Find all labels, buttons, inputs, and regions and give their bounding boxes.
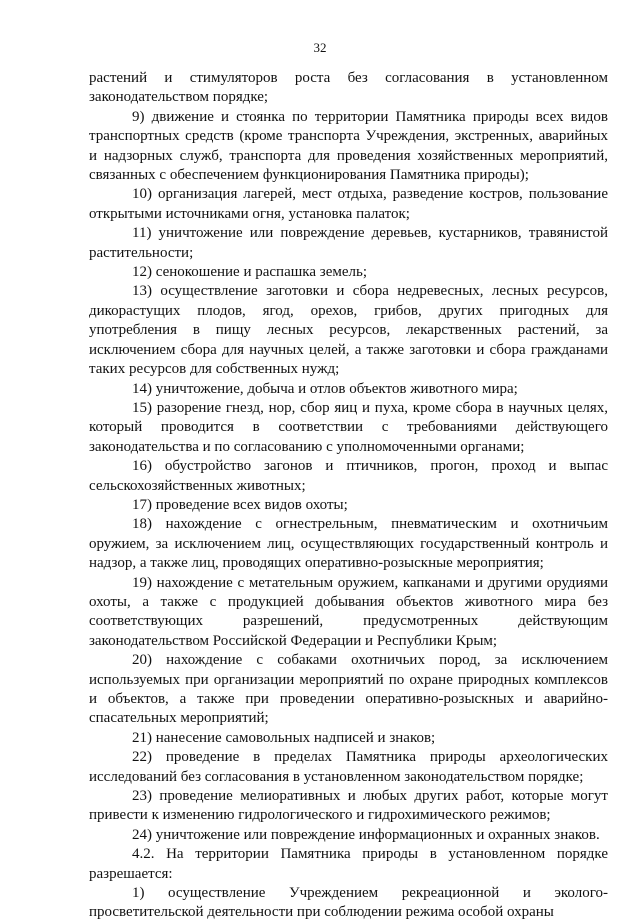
paragraph-item-20: 20) нахождение с собаками охотничьих пород, за исключением используемых при организации мероприятий по охране природных комплексов и объектов, а также при проведении оперативно-розыскных и аварийно-спасательных мероприятий; (89, 652, 608, 727)
paragraph-continuation: растений и стимуляторов роста без согласования в установленном законодательством порядке; (89, 70, 608, 106)
paragraph-item-11: 11) уничтожение или повреждение деревьев, кустарников, травянистой растительности; (89, 225, 608, 261)
document-body (89, 69, 608, 923)
paragraph-item-14: 14) уничтожение, добыча и отлов объектов животного мира; (132, 380, 518, 397)
paragraph-item-15: 15) разорение гнезд, нор, сбор яиц и пуха, кроме сбора в научных целях, который проводится в соответствии с требованиями действующего законодательства и по согласованию с уполномоченными органами; (89, 399, 608, 455)
paragraph-item-12: 12) сенокошение и распашка земель; (132, 264, 367, 281)
paragraph-item-10: 10) организация лагерей, мест отдыха, разведение костров, пользование открытыми источниками огня, установка палаток; (89, 186, 608, 222)
paragraph-item-19: 19) нахождение с метательным оружием, капканами и другими орудиями охоты, а также с продукцией добывания объектов животного мира без соответствующих разрешений, предусмотренных действующим законодательством Российской Федерации и Республики Крым; (89, 574, 608, 649)
paragraph-item-18: 18) нахождение с огнестрельным, пневматическим и охотничьим оружием, за исключением лиц, осуществляющих государственный контроль и надзор, а также лиц, проводящих оперативно-розыскные мероприятия; (89, 516, 608, 572)
paragraph-item-16: 16) обустройство загонов и птичников, прогон, проход и выпас сельскохозяйственных животных; (89, 458, 608, 494)
page-number: 32 (313, 40, 327, 55)
paragraph-item-24: 24) уничтожение или повреждение информационных и охранных знаков. (132, 826, 600, 843)
paragraph-allowed-item-1: 1) осуществление Учреждением рекреационной и эколого-просветительской деятельности при соблюдении режима особой охраны (89, 885, 608, 921)
paragraph-item-9: 9) движение и стоянка по территории Памятника природы всех видов транспортных средств (кроме транспорта Учреждения, экстренных, аварийных и надзорных служб, транспорта для проведения хозяйственных мероприятий, связанных с обеспечением функционирования Памятника природы); (89, 108, 608, 184)
paragraph-item-22: 22) проведение в пределах Памятника природы археологических исследований без согласования в установленном законодательством порядке; (89, 749, 608, 785)
paragraph-item-23: 23) проведение мелиоративных и любых других работ, которые могут привести к изменению гидрологического и гидрохимического режимов; (89, 788, 608, 824)
paragraph-item-17: 17) проведение всех видов охоты; (132, 496, 348, 513)
paragraph-item-21: 21) нанесение самовольных надписей и знаков; (132, 729, 436, 746)
paragraph-section-4-2: 4.2. На территории Памятника природы в установленном порядке разрешается: (89, 846, 608, 882)
paragraph-item-13: 13) осуществление заготовки и сбора недревесных, лесных ресурсов, дикорастущих плодов, ягод, орехов, грибов, других пригодных для употребления в пищу лесных ресурсов, лекарственных растений, за исключением сбора для научных целей, а также заготовки и сбора гражданами таких ресурсов для собственных нужд; (89, 283, 608, 378)
